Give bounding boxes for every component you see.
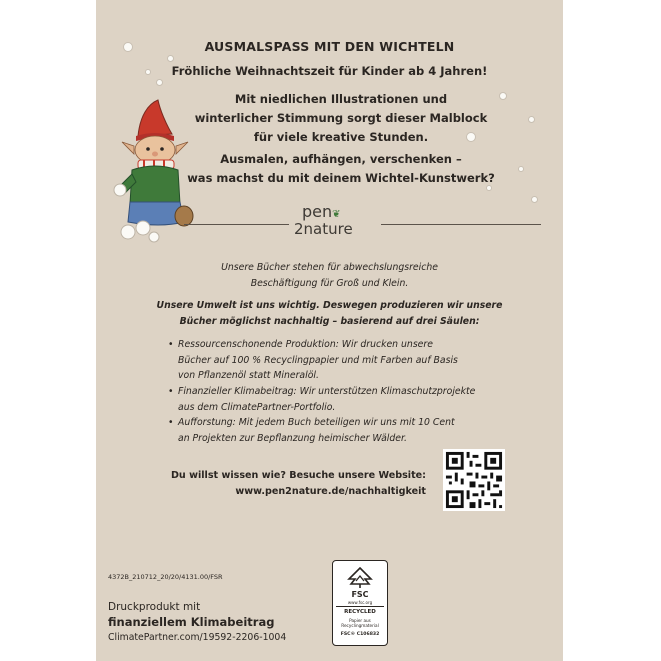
fsc-recycled-badge: FSC www.fsc.org RECYCLED Papier aus Recyclingmaterial FSC® C106832 — [332, 560, 388, 646]
divider-right — [381, 224, 541, 225]
pen2nature-logo: pen❦ 2nature — [294, 202, 353, 238]
snowball-decoration — [531, 196, 538, 203]
fsc-tree-icon — [347, 567, 373, 589]
list-item: • Finanzieller Klimabeitrag: Wir unterstützen Klimaschutzprojekte aus dem ClimatePartner-Portfolio. — [168, 386, 476, 413]
article-code: 4372B_210712_20/20/4131.00/FSR — [108, 573, 223, 581]
website-link[interactable]: www.pen2nature.de/nachhaltigkeit — [235, 486, 426, 497]
website-info: Du willst wissen wie? Besuche unsere Website: www.pen2nature.de/nachhaltigkeit — [126, 468, 426, 500]
divider-left — [184, 224, 289, 225]
qr-code[interactable] — [443, 449, 505, 511]
snowball-decoration — [518, 166, 524, 172]
question-paragraph: Ausmalen, aufhängen, verschenken – was machst du mit deinem Wichtel-Kunstwerk? — [187, 152, 495, 185]
list-item: • Aufforstung: Mit jedem Buch beteiligen wir uns mit 10 Cent an Projekten zur Bepflanzung heimischer Wälder. — [168, 417, 455, 444]
snowball-decoration — [167, 55, 174, 62]
snowball-decoration — [528, 116, 535, 123]
subtitle: Fröhliche Weihnachtszeit für Kinder ab 4 Jahren! — [171, 64, 488, 78]
list-item: • Ressourcenschonende Produktion: Wir drucken unsere Bücher auf 100 % Recyclingpapier und mit Farben auf Basis von Pflanzenöl statt Mineralöl. — [168, 339, 458, 381]
description-paragraph: Mit niedlichen Illustrationen und winterlicher Stimmung sorgt dieser Malblock für viele kreative Stunden. — [194, 92, 488, 144]
snowball-decoration — [156, 79, 163, 86]
intro-text: Unsere Bücher stehen für abwechslungsreiche Beschäftigung für Groß und Klein. — [221, 262, 438, 289]
climate-footer: Druckprodukt mit finanziellem Klimabeitrag ClimatePartner.com/19592-2206-1004 — [108, 601, 287, 643]
page-title: AUSMALSPASS MIT DEN WICHTELN — [204, 39, 455, 54]
sustainability-statement: Unsere Umwelt ist uns wichtig. Deswegen produzieren wir unsere Bücher möglichst nachhaltig – basierend auf drei Säulen: — [156, 300, 503, 327]
book-back-cover — [96, 0, 563, 661]
